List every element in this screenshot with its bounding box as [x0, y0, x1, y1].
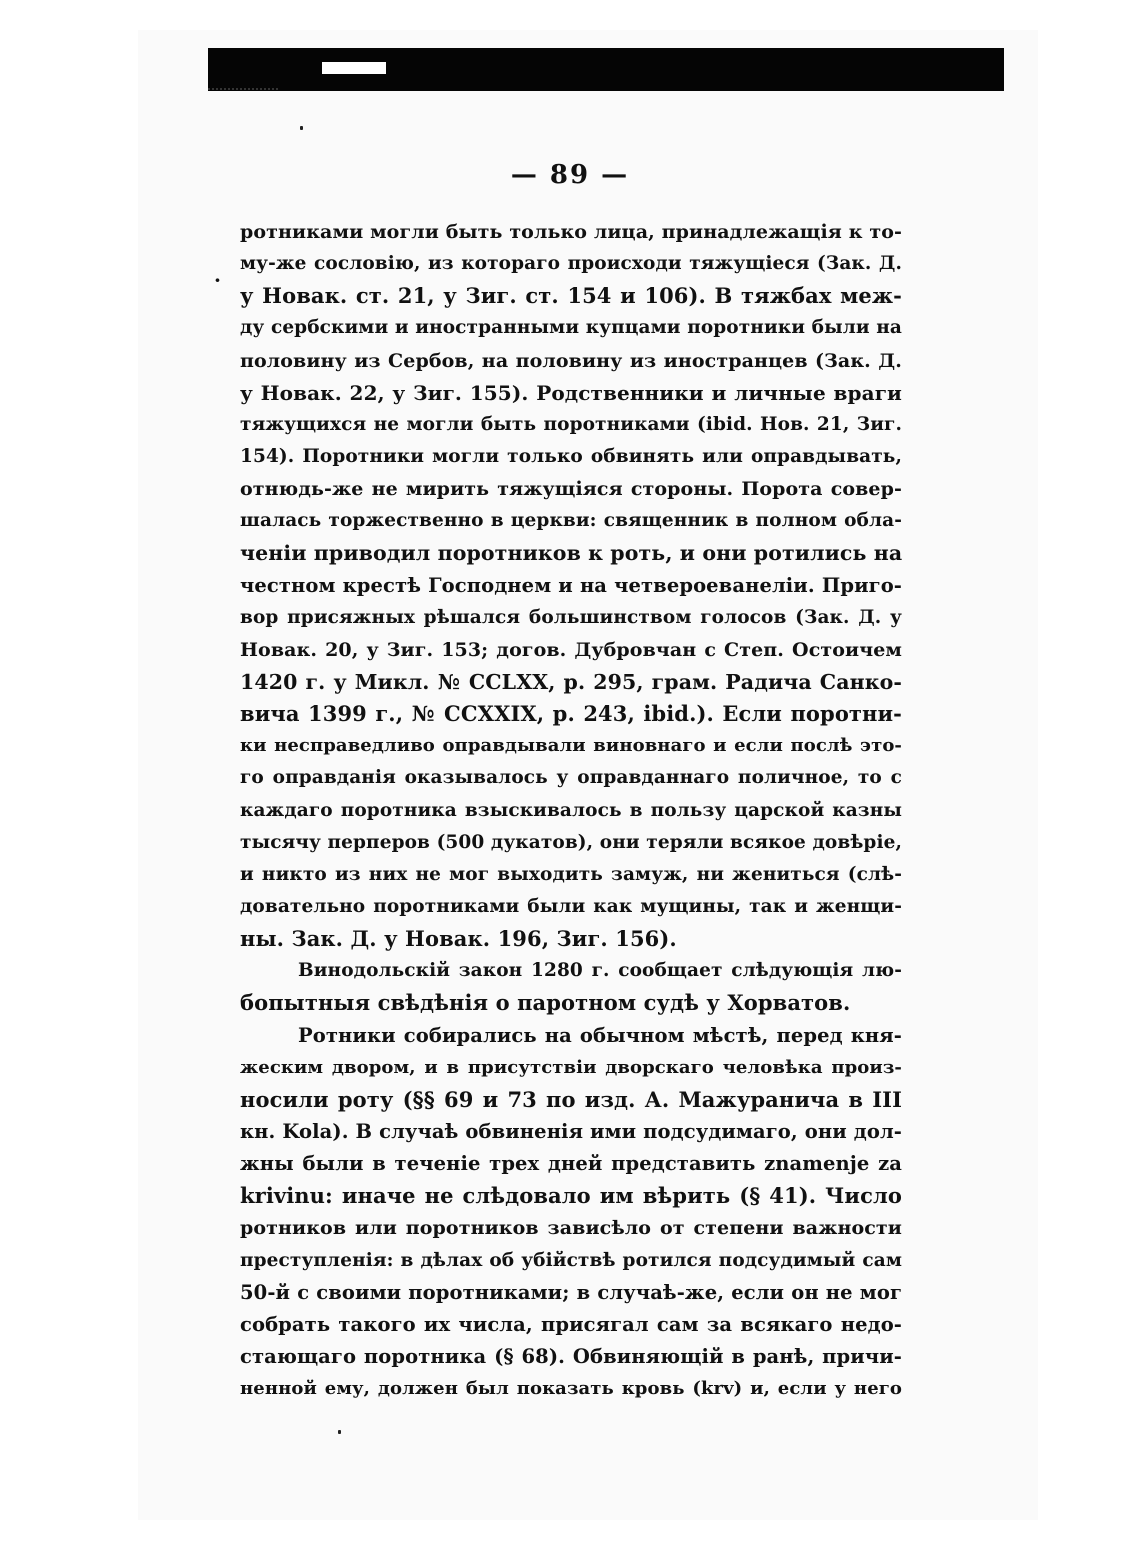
- margin-mark: ·: [214, 268, 221, 292]
- text-line: ротников или поротников зависѣло от степени важности: [240, 1217, 902, 1240]
- text-line: отнюдь-же не мирить тяжущіяся стороны. Порота совер-: [240, 478, 902, 501]
- text-line: тысячу перперов (500 дукатов), они теряли всякое довѣріе,: [240, 831, 902, 853]
- scan-speck: [300, 126, 303, 130]
- text-line: Винодольскій закон 1280 г. сообщает слѣдующія лю-: [298, 960, 902, 982]
- text-line: преступленія: в дѣлах об убійствѣ ротился подсудимый сам: [240, 1249, 902, 1271]
- text-line: 154). Поротники могли только обвинять или оправдывать,: [240, 445, 902, 467]
- text-line: честном крестѣ Господнем и на четвероеванеліи. Приго-: [240, 573, 902, 597]
- text-line: 50-й с своими поротниками; в случаѣ-же, если он не мог: [240, 1280, 902, 1304]
- text-line: ченіи приводил поротников к роть, и они ротились на: [240, 541, 903, 566]
- text-line: довательно поротниками были как мущины, так и женщи-: [240, 895, 902, 917]
- text-line: го оправданія оказывалось у оправданнаго поличное, то с: [240, 767, 902, 789]
- text-line: шалась торжественно в церкви: священник в полном обла-: [240, 510, 902, 532]
- text-line: вича 1399 г., № CCXXIX, p. 243, ibid.). Если поротни-: [240, 701, 902, 727]
- text-line: тяжущихся не могли быть поротниками (ibid. Нов. 21, Зиг.: [240, 413, 902, 435]
- text-line: ны. Зак. Д. у Новак. 196, Зиг. 156).: [240, 926, 677, 952]
- text-line: стающаго поротника (§ 68). Обвиняющій в ранѣ, причи-: [240, 1344, 902, 1368]
- text-line: ду сербскими и иностранными купцами поротники были на: [240, 317, 902, 339]
- text-line: кн. Kola). В случаѣ обвиненія ими подсудимаго, они дол-: [240, 1119, 902, 1143]
- text-line: жеским двором, и в присутствіи дворскаго человѣка произ-: [240, 1056, 902, 1078]
- text-line: носили роту (§§ 69 и 73 по изд. А. Мажуранича в III: [240, 1086, 902, 1112]
- text-line: каждаго поротника взыскивалось в пользу царской казны: [240, 799, 902, 821]
- text-line: Новак. 20, у Зиг. 153; догов. Дубровчан с Степ. Остоичем: [240, 638, 902, 661]
- text-line: и никто из них не мог выходить замуж, ни жениться (слѣ-: [240, 863, 902, 885]
- text-line: бопытныя свѣдѣнія о паротном судѣ у Хорватов.: [240, 990, 851, 1016]
- text-line: Ротники собирались на обычном мѣстѣ, перед кня-: [298, 1023, 902, 1047]
- text-line: 1420 г. у Микл. № CCLXX, p. 295, грам. Радича Санко-: [240, 669, 902, 694]
- text-line: у Новак. ст. 21, у Зиг. ст. 154 и 106). В тяжбах меж-: [240, 283, 902, 309]
- scan-speck: [338, 1430, 341, 1434]
- page-number: — 89 —: [510, 160, 630, 190]
- text-line: ки несправедливо оправдывали виновнаго и если послѣ это-: [240, 735, 902, 757]
- text-line: половину из Сербов, на половину из иностранцев (Зак. Д.: [240, 349, 902, 372]
- text-line: ненной ему, должен был показать кровь (krv) и, если у него: [240, 1378, 902, 1400]
- text-line: му-же сословію, из котораго происходи тяжущіеся (Зак. Д.: [240, 253, 902, 275]
- scan-artifact: [208, 88, 278, 94]
- text-line: вор присяжных рѣшался большинством голосов (Зак. Д. у: [240, 606, 902, 628]
- body-text: [240, 216, 902, 1405]
- text-line: ротниками могли быть только лица, принадлежащія к то-: [240, 221, 902, 243]
- text-line: krivinu: иначе не слѣдовало им вѣрить (§ 41). Число: [240, 1183, 902, 1209]
- text-line: жны были в теченіе трех дней представить znamenje za: [240, 1152, 902, 1176]
- text-line: у Новак. 22, у Зиг. 155). Родственники и личные враги: [240, 380, 902, 405]
- text-line: собрать такого их числа, присягал сам за всякаго недо-: [240, 1312, 902, 1336]
- scan-header-notch: [322, 62, 386, 74]
